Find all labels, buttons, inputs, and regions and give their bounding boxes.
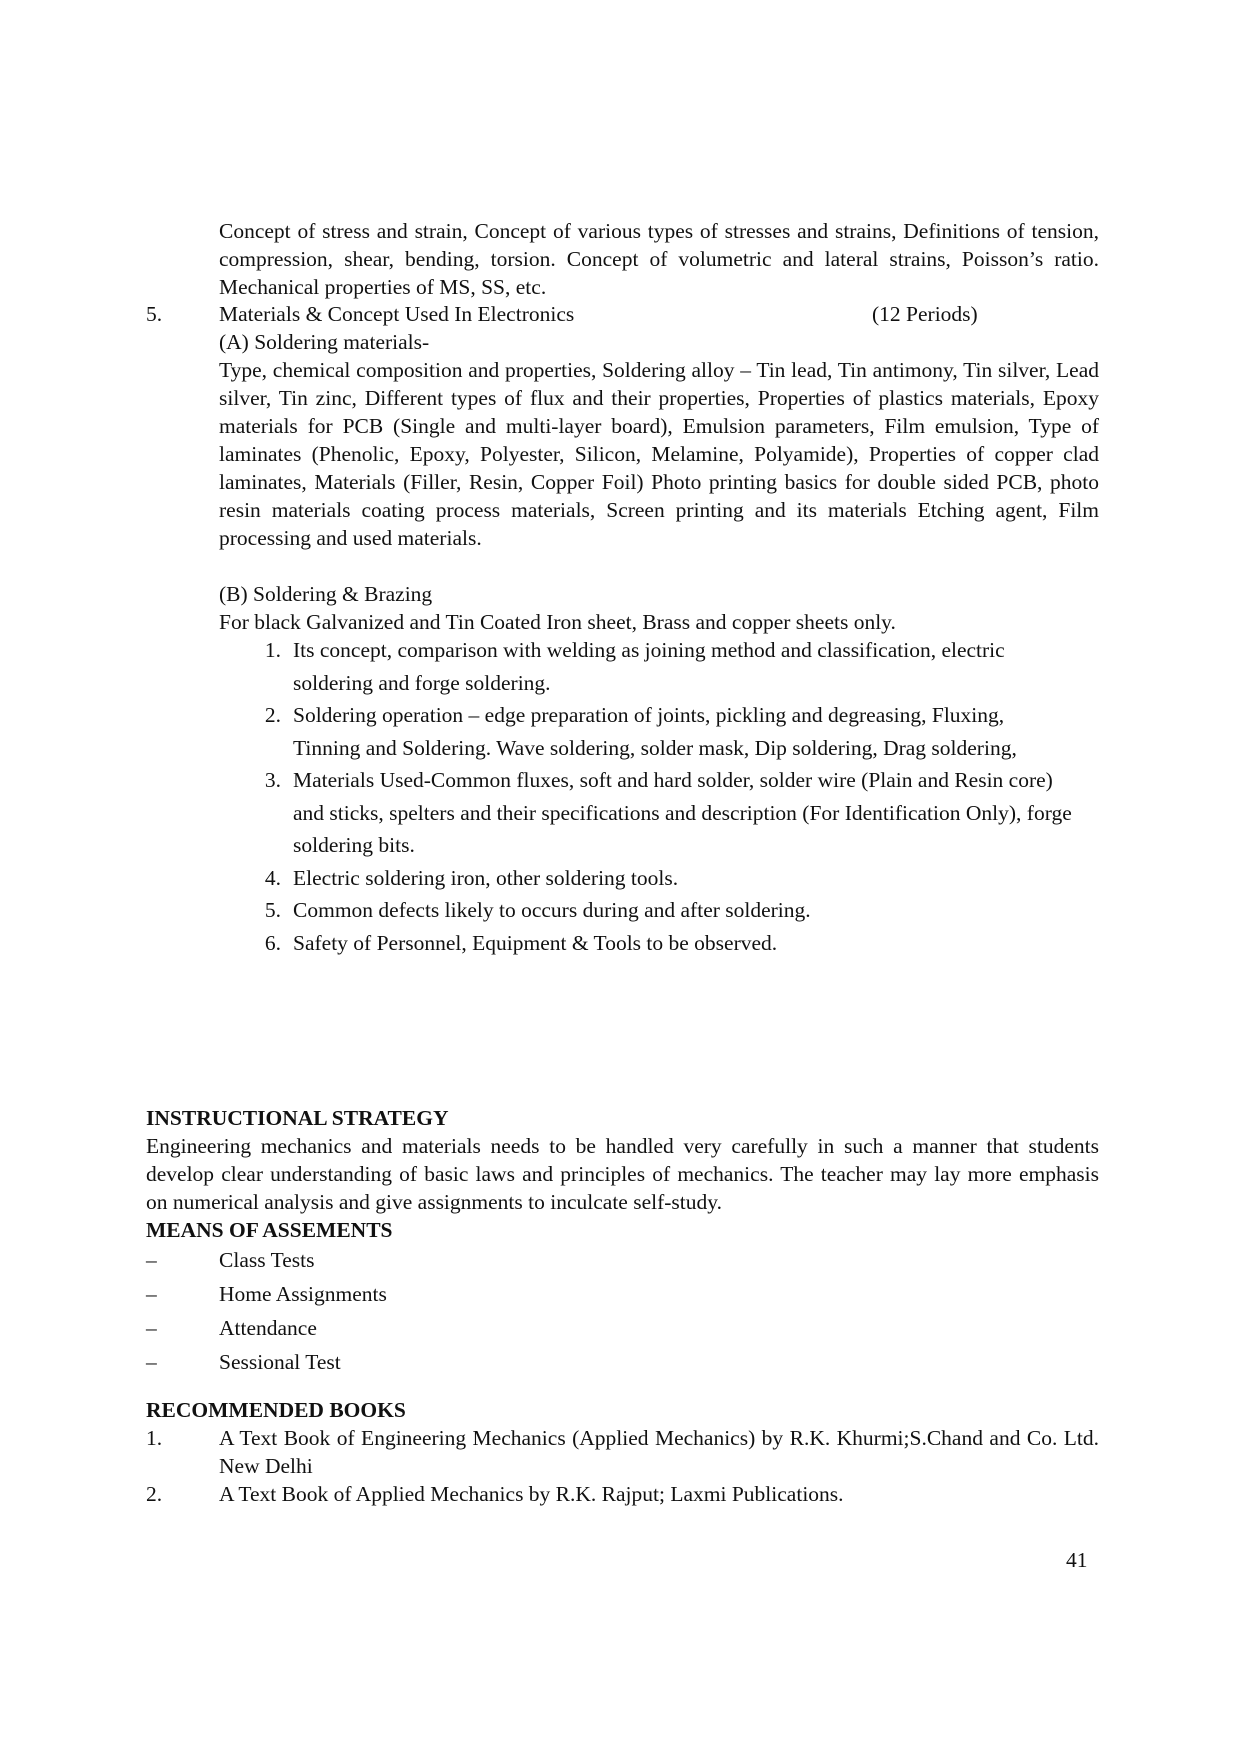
- list-item-text: Its concept, comparison with welding as joining method and classification, electric soldering and forge soldering.: [293, 638, 1005, 695]
- assessment-item-attendance: Attendance: [219, 1316, 317, 1340]
- intro-paragraph: Concept of stress and strain, Concept of various types of stresses and strains, Definitions of tension, compression, shear, bending, torsion. Concept of volumetric and lateral strains, Poisson’s ratio. Mechanical properties of MS, SS, etc.: [219, 219, 1099, 299]
- list-item: [253, 699, 1073, 764]
- recommended-books-heading: RECOMMENDED BOOKS: [146, 1398, 406, 1422]
- list-item-number: 6.: [264, 930, 281, 955]
- assessment-item-home-assignments: Home Assignments: [219, 1282, 387, 1306]
- list-item-number: 2.: [264, 703, 281, 727]
- list-item-text: Electric soldering iron, other soldering tools.: [293, 865, 679, 890]
- part-a-heading: (A) Soldering materials-: [219, 330, 430, 354]
- book-2-text: A Text Book of Applied Mechanics by R.K. Rajput; Laxmi Publications.: [219, 1482, 844, 1506]
- book-1-text: A Text Book of Engineering Mechanics (Applied Mechanics) by R.K. Khurmi;S.Chand and Co. Ltd. New Delhi: [219, 1426, 1099, 1478]
- bullet-dash: –: [146, 1316, 157, 1340]
- list-item-text: Safety of Personnel, Equipment & Tools to be observed.: [293, 930, 778, 955]
- page-number: 41: [1066, 1548, 1088, 1572]
- list-item: [253, 764, 1073, 862]
- list-item: [253, 862, 1073, 895]
- bullet-dash: –: [146, 1248, 157, 1272]
- part-b-intro: For black Galvanized and Tin Coated Iron sheet, Brass and copper sheets only.: [219, 610, 896, 634]
- list-item: [253, 634, 1073, 699]
- instructional-strategy-heading: INSTRUCTIONAL STRATEGY: [146, 1106, 449, 1130]
- list-item-number: 3.: [264, 768, 281, 792]
- list-item-number: 4.: [264, 865, 281, 890]
- assessment-item-sessional-test: Sessional Test: [219, 1350, 341, 1374]
- section-5-title: Materials & Concept Used In Electronics: [219, 302, 575, 326]
- part-b-heading: (B) Soldering & Brazing: [219, 582, 433, 606]
- list-item-number: 5.: [264, 898, 281, 922]
- list-item-text: Materials Used-Common fluxes, soft and hard solder, solder wire (Plain and Resin core) and sticks, spelters and their specifications and description (For Identification Only), forge soldering bits.: [293, 768, 1072, 857]
- bullet-dash: –: [146, 1282, 157, 1306]
- list-item-text: Soldering operation – edge preparation of joints, pickling and degreasing, Fluxing, Tinning and Soldering. Wave soldering, solder mask, Dip soldering, Drag soldering,: [293, 703, 1017, 760]
- section-5-periods: (12 Periods): [872, 302, 978, 326]
- list-item: [253, 894, 1073, 927]
- book-number: 1.: [146, 1426, 163, 1450]
- section-5-number: 5.: [146, 302, 163, 326]
- part-b-list: [253, 634, 1073, 959]
- instructional-strategy-text: Engineering mechanics and materials needs to be handled very carefully in such a manner that students develop clear understanding of basic laws and principles of mechanics. The teacher may lay more emphasis on numerical analysis and give assignments to inculcate self-study.: [146, 1134, 1099, 1214]
- list-item-number: 1.: [264, 638, 281, 662]
- means-of-assessment-heading: MEANS OF ASSEMENTS: [146, 1218, 393, 1242]
- list-item: [253, 927, 1073, 960]
- assessment-item-class-tests: Class Tests: [219, 1248, 315, 1272]
- list-item-text: Common defects likely to occurs during and after soldering.: [293, 898, 811, 922]
- bullet-dash: –: [146, 1350, 157, 1374]
- part-a-text: Type, chemical composition and properties, Soldering alloy – Tin lead, Tin antimony, Tin silver, Lead silver, Tin zinc, Different types of flux and their properties, Properties of plastics materials, Epoxy materials for PCB (Single and multi-layer board), Emulsion parameters, Film emulsion, Type of laminates (Phenolic, Epoxy, Polyester, Silicon, Melamine, Polyamide), Properties of copper clad laminates, Materials (Filler, Resin, Copper Foil) Photo printing basics for double sided PCB, photo resin materials coating process materials, Screen printing and its materials Etching agent, Film processing and used materials.: [219, 358, 1099, 550]
- book-number: 2.: [146, 1482, 163, 1506]
